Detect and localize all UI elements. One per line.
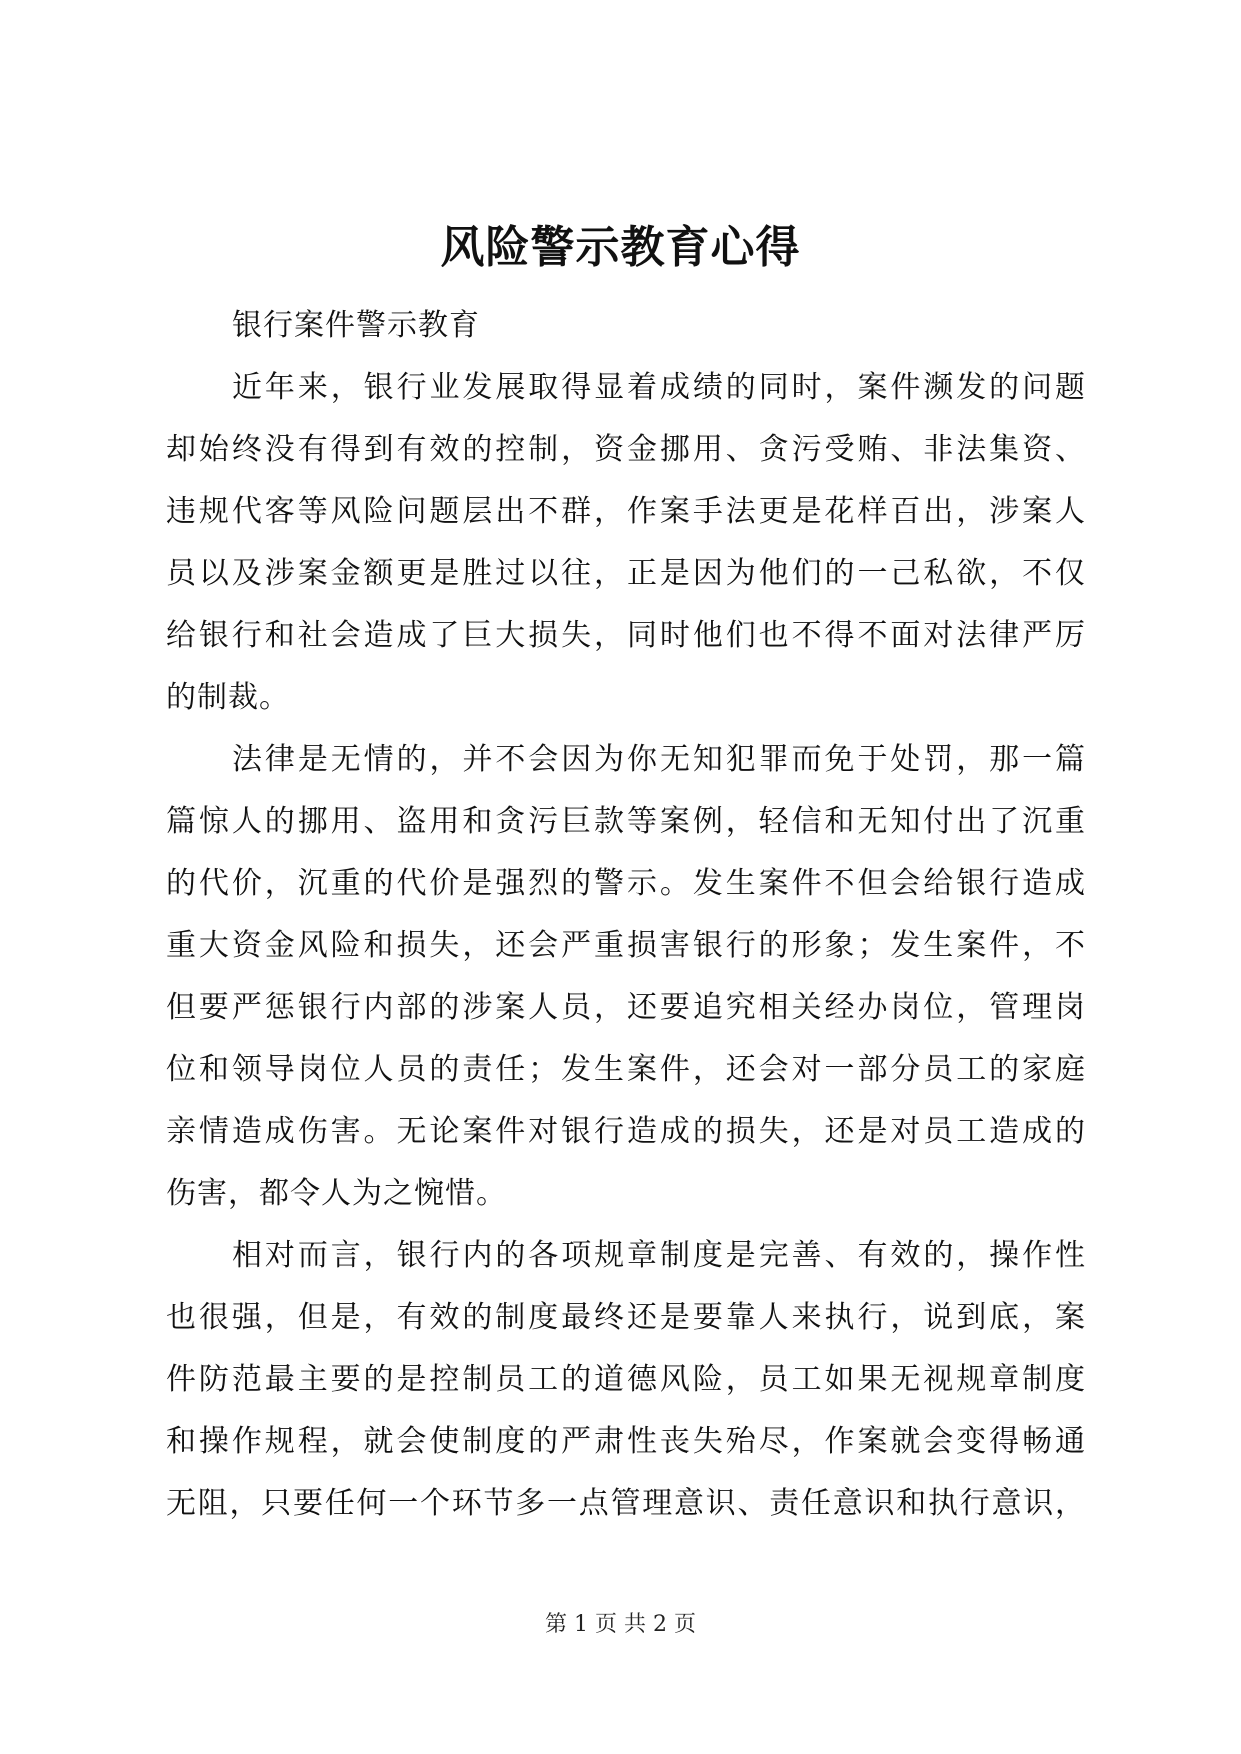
document-title: 风险警示教育心得 — [440, 222, 801, 273]
paragraph-line: 篇惊人的挪用、盗用和贪污巨款等案例，轻信和无知付出了沉重 — [166, 804, 1086, 839]
paragraph-line: 但要严惩银行内部的涉案人员，还要追究相关经办岗位，管理岗 — [166, 990, 1086, 1025]
paragraph-line: 伤害，都令人为之惋惜。 — [166, 1176, 507, 1211]
paragraph-line: 重大资金风险和损失，还会严重损害银行的形象；发生案件，不 — [166, 928, 1086, 963]
paragraph-line: 近年来，银行业发展取得显着成绩的同时，案件濒发的问题 — [232, 370, 1086, 405]
paragraph-line: 法律是无情的，并不会因为你无知犯罪而免于处罚，那一篇 — [232, 742, 1086, 777]
document-subtitle: 银行案件警示教育 — [232, 308, 480, 343]
paragraph-line: 却始终没有得到有效的控制，资金挪用、贪污受贿、非法集资、 — [166, 432, 1086, 467]
paragraph-line: 位和领导岗位人员的责任；发生案件，还会对一部分员工的家庭 — [166, 1052, 1086, 1087]
page-number-footer: 第 1 页 共 2 页 — [545, 1612, 696, 1637]
paragraph-line: 亲情造成伤害。无论案件对银行造成的损失，还是对员工造成的 — [166, 1114, 1086, 1149]
paragraph-line: 无阻，只要任何一个环节多一点管理意识、责任意识和执行意识， — [166, 1486, 1086, 1521]
paragraph-line: 的代价，沉重的代价是强烈的警示。发生案件不但会给银行造成 — [166, 866, 1086, 901]
paragraph-line: 也很强，但是，有效的制度最终还是要靠人来执行，说到底，案 — [166, 1300, 1086, 1335]
document-body — [166, 295, 1086, 1535]
paragraph-line: 和操作规程，就会使制度的严肃性丧失殆尽，作案就会变得畅通 — [166, 1424, 1086, 1459]
paragraph-line: 件防范最主要的是控制员工的道德风险，员工如果无视规章制度 — [166, 1362, 1086, 1397]
paragraph-line: 相对而言，银行内的各项规章制度是完善、有效的，操作性 — [232, 1238, 1086, 1273]
paragraph-line: 违规代客等风险问题层出不群，作案手法更是花样百出，涉案人 — [166, 494, 1086, 529]
paragraph-line: 的制裁。 — [166, 680, 290, 715]
paragraph-line: 员以及涉案金额更是胜过以往，正是因为他们的一己私欲，不仅 — [166, 556, 1086, 591]
paragraph-line: 给银行和社会造成了巨大损失，同时他们也不得不面对法律严厉 — [166, 618, 1086, 653]
